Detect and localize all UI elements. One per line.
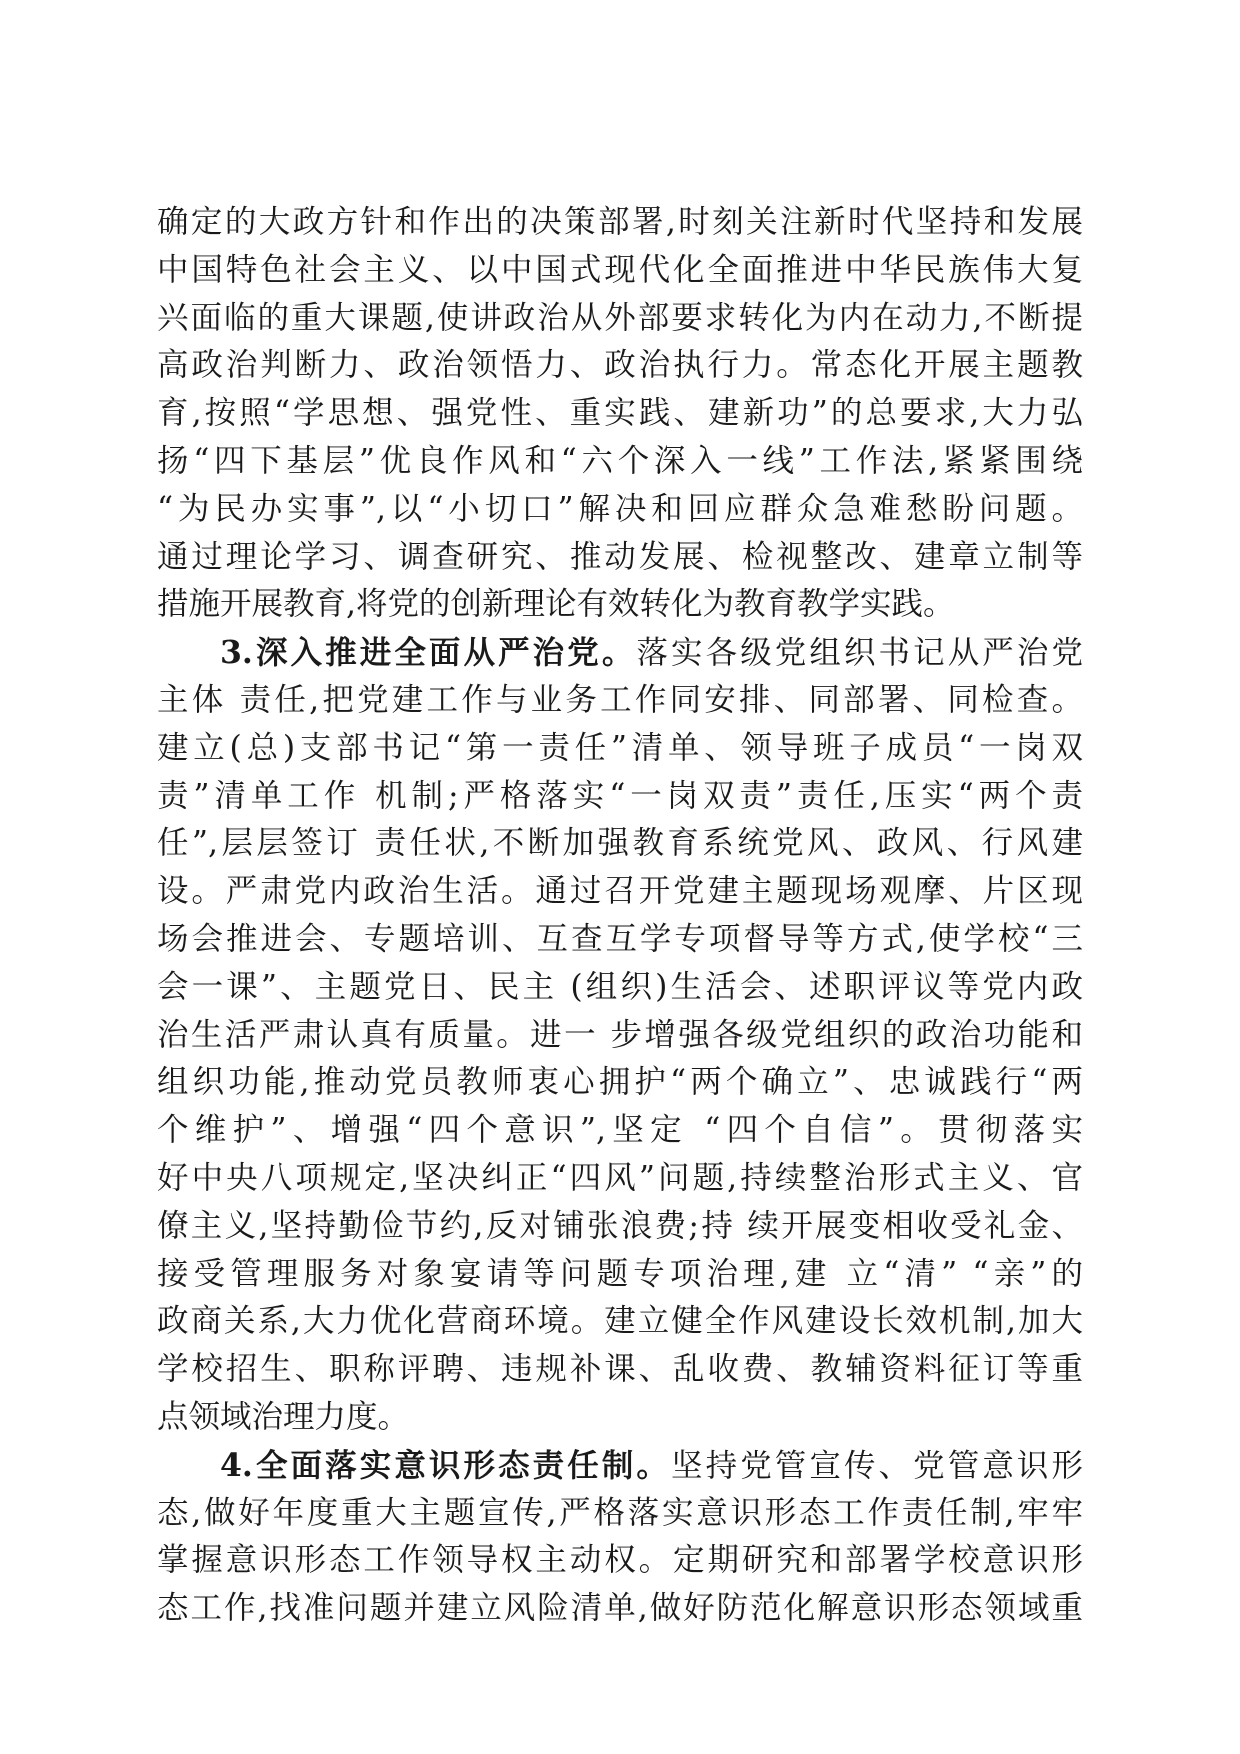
text-line: 扬“四下基层”优良作风和“六个深入一线”工作法,紧紧围绕: [157, 442, 1083, 479]
text-line: “为民办实事”,以“小切口”解决和回应群众急难愁盼问题。: [157, 490, 1083, 527]
text-line: 学校招生、职称评聘、违规补课、乱收费、教辅资料征订等重: [157, 1351, 1083, 1388]
text-line: 主体 责任,把党建工作与业务工作同安排、同部署、同检查。: [157, 681, 1083, 718]
text-line: 高政治判断力、政治领悟力、政治执行力。常态化开展主题教: [157, 347, 1083, 384]
text-line: 场会推进会、专题培训、互查互学专项督导等方式,使学校“三: [157, 920, 1083, 957]
paragraph-ideology-responsibility: [157, 1442, 1083, 1633]
heading-line-text: 坚持党管宣传、党管意识形: [671, 1447, 1083, 1484]
section-heading-4: 4.全面落实意识形态责任制。: [220, 1446, 672, 1484]
text-line: 接受管理服务对象宴请等问题专项治理,建 立“清” “亲”的: [157, 1255, 1083, 1292]
heading-line-text: 落实各级党组织书记从严治党: [636, 635, 1083, 672]
text-line: 组织功能,推动党员教师衷心拥护“两个确立”、忠诚践行“两: [157, 1064, 1083, 1101]
paragraph-first-line: [157, 629, 1083, 677]
text-line: 确定的大政方针和作出的决策部署,时刻关注新时代坚持和发展: [157, 204, 1083, 240]
text-line: 治生活严肃认真有质量。进一 步增强各级党组织的政治功能和: [157, 1016, 1083, 1053]
section-heading-3: 3.深入推进全面从严治党。: [220, 634, 637, 672]
text-line: 好中央八项规定,坚决纠正“四风”问题,持续整治形式主义、官: [157, 1159, 1083, 1196]
text-line: 态工作,找准问题并建立风险清单,做好防范化解意识形态领域重: [157, 1590, 1083, 1627]
text-line: 僚主义,坚持勤俭节约,反对铺张浪费;持 续开展变相收受礼金、: [157, 1207, 1083, 1244]
text-line: 育,按照“学思想、强党性、重实践、建新功”的总要求,大力弘: [157, 395, 1083, 432]
text-line: 兴面临的重大课题,使讲政治从外部要求转化为内在动力,不断提: [157, 299, 1083, 336]
text-line: 点领域治理力度。: [157, 1398, 410, 1435]
text-line: 会一课”、主题党日、民主 (组织)生活会、述职评议等党内政: [157, 968, 1083, 1005]
paragraph-strict-party-governance: [157, 629, 1083, 1442]
text-line: 政商关系,大力优化营商环境。建立健全作风建设长效机制,加大: [157, 1303, 1083, 1340]
text-line: 任”,层层签订 责任状,不断加强教育系统党风、政风、行风建: [157, 825, 1083, 862]
text-line: 掌握意识形态工作领导权主动权。定期研究和部署学校意识形: [157, 1542, 1083, 1579]
paragraph-party-building-education: [157, 199, 1083, 629]
text-line: 个维护”、增强“四个意识”,坚定 “四个自信”。贯彻落实: [157, 1112, 1083, 1149]
document-page: [157, 199, 1083, 1633]
text-line: 中国特色社会主义、以中国式现代化全面推进中华民族伟大复: [157, 251, 1083, 288]
text-line: 建立(总)支部书记“第一责任”清单、领导班子成员“一岗双: [157, 729, 1083, 766]
text-line: 态,做好年度重大主题宣传,严格落实意识形态工作责任制,牢牢: [157, 1494, 1083, 1531]
text-line: 设。严肃党内政治生活。通过召开党建主题现场观摩、片区现: [157, 873, 1083, 910]
text-line: 措施开展教育,将党的创新理论有效转化为教育教学实践。: [157, 586, 955, 623]
text-line: 责”清单工作 机制;严格落实“一岗双责”责任,压实“两个责: [157, 777, 1083, 814]
text-line: 通过理论学习、调查研究、推动发展、检视整改、建章立制等: [157, 538, 1083, 575]
paragraph-first-line: [157, 1442, 1083, 1490]
